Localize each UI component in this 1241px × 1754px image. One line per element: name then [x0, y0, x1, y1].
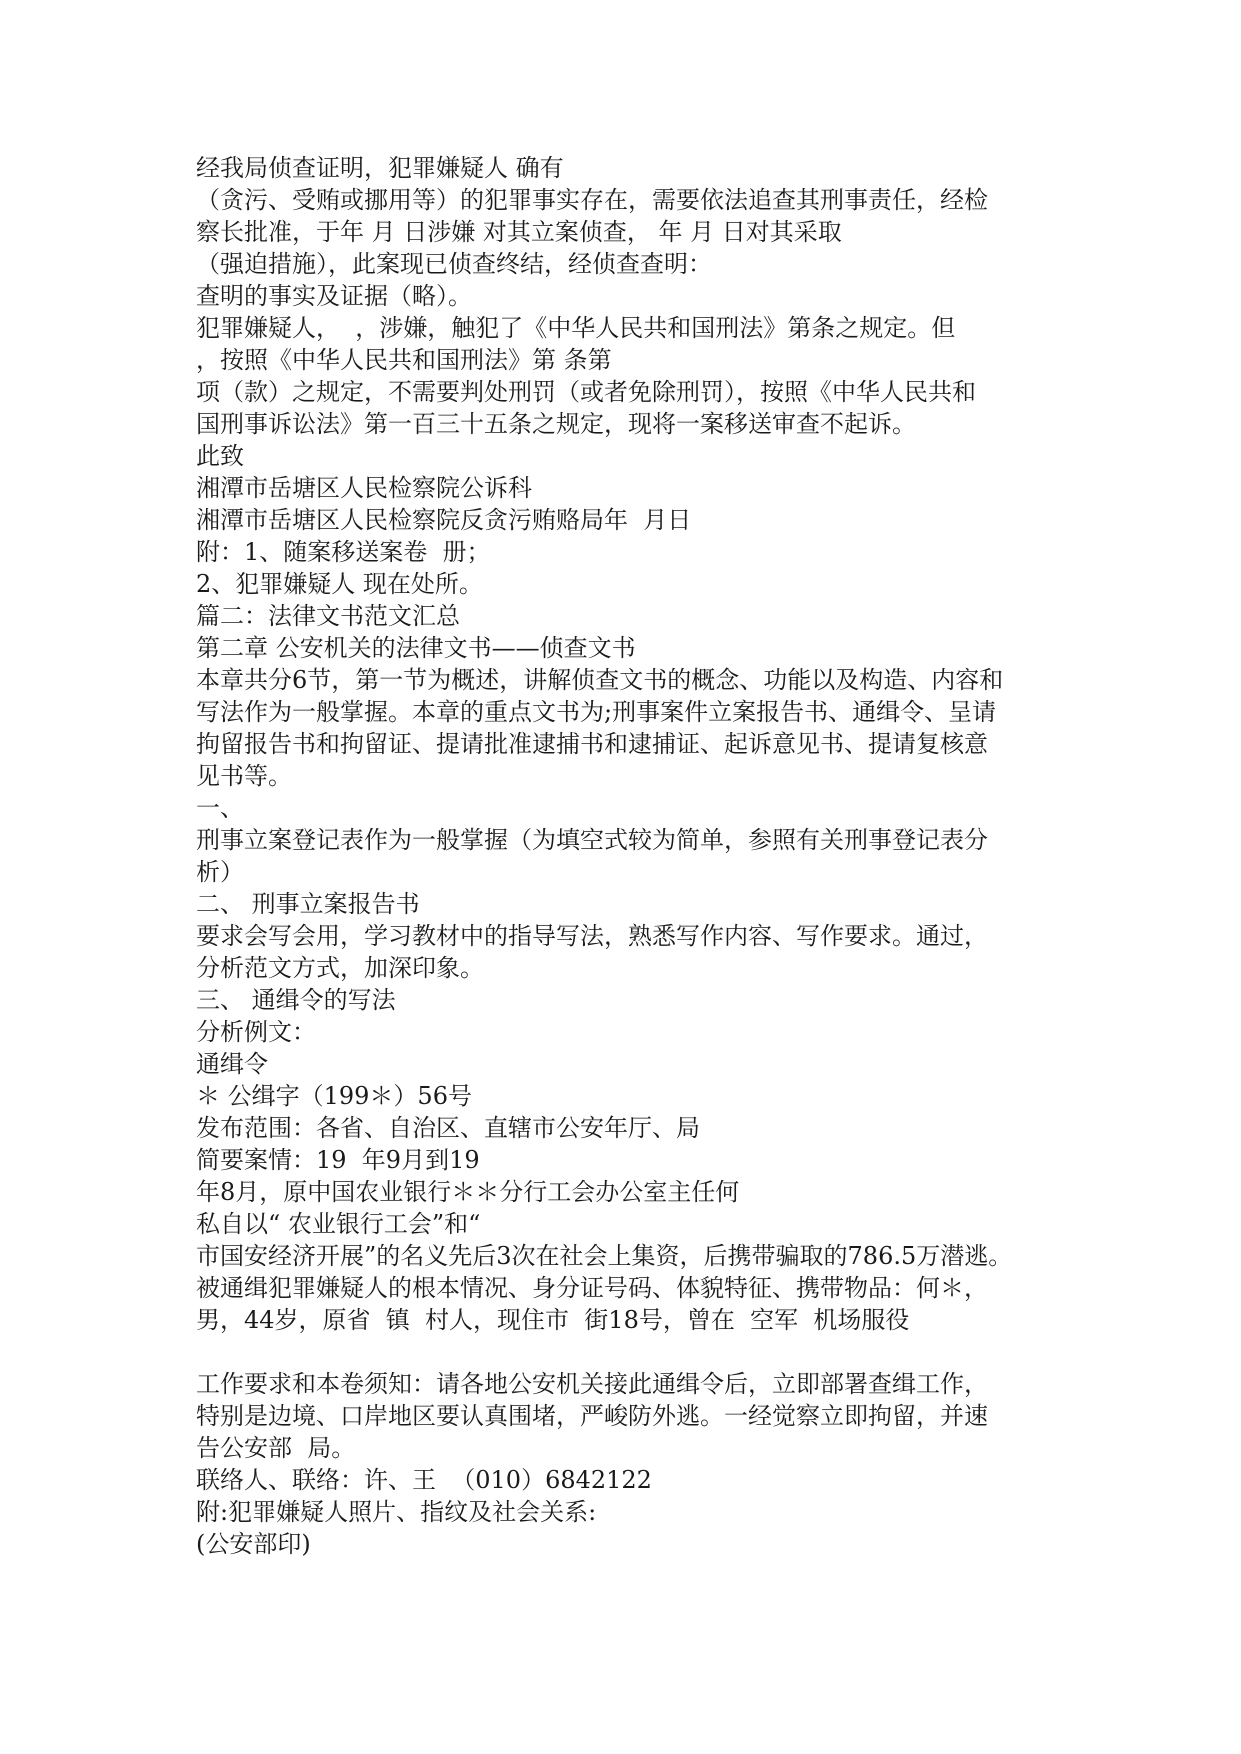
text-line: 拘留报告书和拘留证、提请批准逮捕书和逮捕证、起诉意见书、提请复核意: [196, 730, 988, 758]
text-line: 特别是边境、口岸地区要认真围堵，严峻防外逃。一经觉察立即拘留，并速: [196, 1402, 988, 1430]
notice-title: 通缉令: [196, 1050, 268, 1078]
text-line: 析）: [196, 858, 244, 886]
recipient: 湘潭市岳塘区人民检察院公诉科: [196, 474, 532, 502]
attachment-line: 附：1、随案移送案卷 册；: [196, 538, 491, 566]
text-line: 私自以“ 农业银行工会”和“: [196, 1210, 481, 1238]
text-line: 男，44岁，原省 镇 村人，现住市 街18号，曾在 空军 机场服役: [196, 1306, 910, 1334]
text-line: （贪污、受贿或挪用等）的犯罪事实存在，需要依法追查其刑事责任，经检: [196, 186, 988, 214]
text-line: 被通缉犯罪嫌疑人的根本情况、身分证号码、体貌特征、携带物品：何＊，: [196, 1274, 988, 1302]
text-line: 工作要求和本卷须知：请各地公安机关接此通缉令后，立即部署查缉工作，: [196, 1370, 988, 1398]
text-line: 犯罪嫌疑人， ，涉嫌，触犯了《中华人民共和国刑法》第条之规定。但: [196, 314, 956, 342]
text-line: 告公安部 局。: [196, 1434, 356, 1462]
text-line: 查明的事实及证据（略）。: [196, 282, 472, 310]
text-line: 分析例文：: [196, 1018, 316, 1046]
text-line: 市国安经济开展”的名义先后3次在社会上集资，后携带骗取的786.5万潜逃。: [196, 1242, 1013, 1270]
text-line: 项（款）之规定，不需要判处刑罚（或者免除刑罚），按照《中华人民共和: [196, 378, 976, 406]
document-body: [196, 152, 1076, 1560]
blank-line: [196, 1336, 1076, 1368]
contact-line: 联络人、联络：许、王 （010）6842122: [196, 1466, 652, 1494]
text-line: 要求会写会用，学习教材中的指导写法，熟悉写作内容、写作要求。通过，: [196, 922, 988, 950]
text-line: （强迫措施），此案现已侦查终结，经侦查查明：: [196, 250, 712, 278]
chapter-heading: 第二章 公安机关的法律文书——侦查文书: [196, 634, 636, 662]
sender: 湘潭市岳塘区人民检察院反贪污贿赂局年 月日: [196, 506, 692, 534]
text-line: 察长批准，于年 月 日涉嫌 对其立案侦查， 年 月 日对其采取: [196, 218, 842, 246]
text-line: ，按照《中华人民共和国刑法》第 条第: [196, 346, 612, 374]
text-line: 分析范文方式，加深印象。: [196, 954, 484, 982]
salutation: 此致: [196, 442, 244, 470]
text-line: 发布范围：各省、自治区、直辖市公安年厅、局: [196, 1114, 700, 1142]
text-line: 见书等。: [196, 762, 292, 790]
item-number: 一、: [196, 794, 244, 822]
text-line: 刑事立案登记表作为一般掌握（为填空式较为简单，参照有关刑事登记表分: [196, 826, 988, 854]
text-line: 国刑事诉讼法》第一百三十五条之规定，现将一案移送审查不起诉。: [196, 410, 916, 438]
seal-note: (公安部印): [196, 1530, 311, 1558]
attachment-line: 2、犯罪嫌疑人 现在处所。: [196, 570, 483, 598]
text-line: 写法作为一般掌握。本章的重点文书为;刑事案件立案报告书、通缉令、呈请: [196, 698, 997, 726]
text-line: 经我局侦查证明，犯罪嫌疑人 确有: [196, 154, 564, 182]
text-line: 简要案情：19 年9月到19: [196, 1146, 480, 1174]
notice-number: ＊ 公缉字（199＊）56号: [196, 1082, 472, 1110]
item-heading: 二、 刑事立案报告书: [196, 890, 420, 918]
item-heading: 三、 通缉令的写法: [196, 986, 396, 1014]
text-line: 本章共分6节，第一节为概述，讲解侦查文书的概念、功能以及构造、内容和: [196, 666, 1004, 694]
section-heading: 篇二：法律文书范文汇总: [196, 602, 460, 630]
attachment-line: 附:犯罪嫌疑人照片、指纹及社会关系:: [196, 1498, 597, 1526]
text-line: 年8月，原中国农业银行＊＊分行工会办公室主任何: [196, 1178, 740, 1206]
